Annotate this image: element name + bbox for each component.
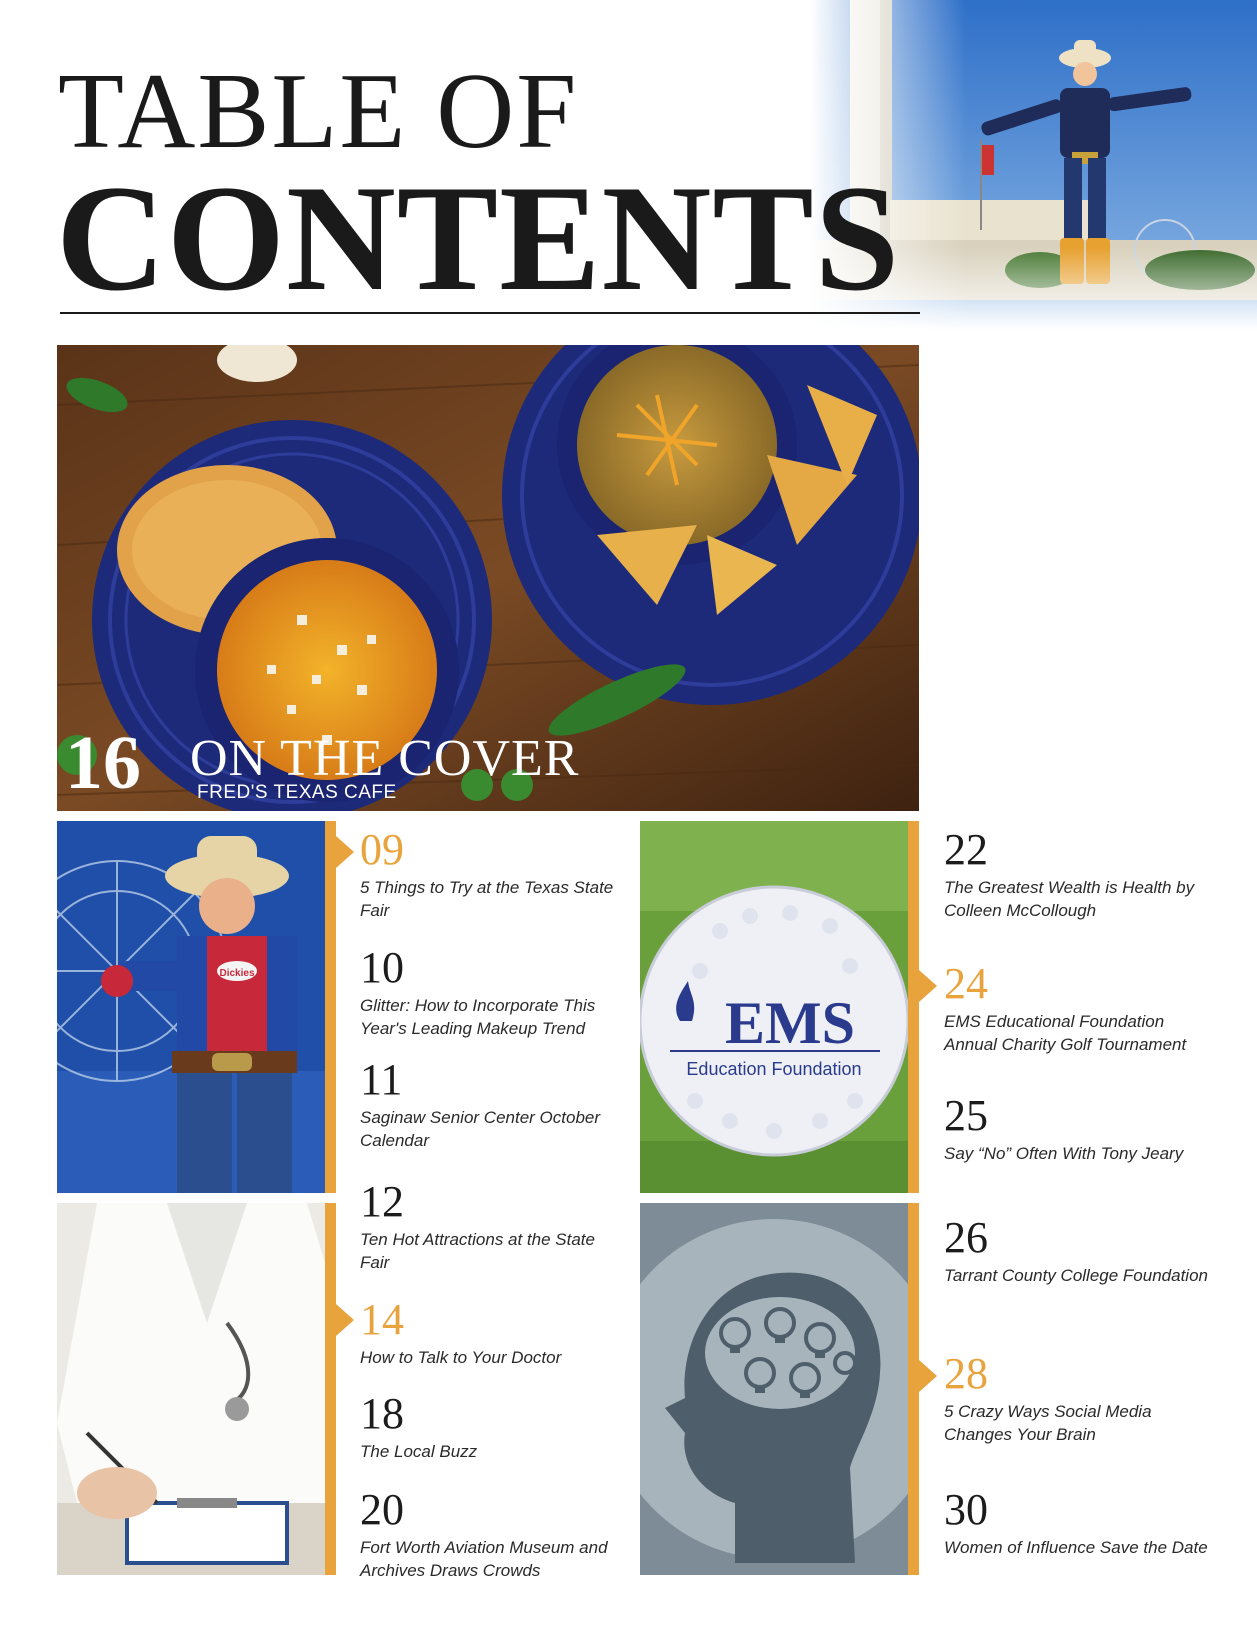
toc-page-number: 18 [360, 1389, 404, 1438]
toc-entry-title: Saginaw Senior Center October Calendar [360, 1108, 601, 1150]
toc-page-number: 11 [360, 1055, 403, 1104]
toc-entry-title: How to Talk to Your Doctor [360, 1348, 562, 1367]
toc-page-number: 10 [360, 943, 404, 992]
cover-photo[interactable] [57, 345, 919, 811]
cover-subtitle: FRED'S TEXAS CAFE [197, 782, 397, 803]
toc-page-number: 14 [360, 1295, 404, 1344]
toc-entry-title: Fort Worth Aviation Museum and Archives Draws Crowds [360, 1538, 608, 1580]
toc-entry-title: The Greatest Wealth is Health by Colleen McCollough [944, 878, 1195, 920]
right-highlight-arrow-24 [919, 970, 937, 1002]
right-accent-bar-bottom [908, 1203, 919, 1575]
toc-entry[interactable] [944, 959, 1209, 1056]
toc-entry[interactable] [944, 1213, 1209, 1287]
toc-entry[interactable] [360, 1389, 625, 1463]
left-accent-bar-top [325, 821, 336, 1193]
toc-page-number: 20 [360, 1485, 404, 1534]
toc-page-number: 30 [944, 1485, 988, 1534]
toc-entry[interactable] [360, 825, 625, 922]
toc-page-number: 12 [360, 1177, 404, 1226]
big-tex-photo[interactable] [57, 821, 325, 1193]
toc-entry-title: 5 Things to Try at the Texas State Fair [360, 878, 614, 920]
toc-entry-title: Say “No” Often With Tony Jeary [944, 1144, 1184, 1163]
toc-entry-title: The Local Buzz [360, 1442, 478, 1461]
toc-page-number: 22 [944, 825, 988, 874]
title-line-2: CONTENTS [56, 154, 901, 322]
toc-entry-title: Glitter: How to Incorporate This Year's Leading Makeup Trend [360, 996, 596, 1038]
left-highlight-arrow-14 [336, 1304, 354, 1336]
toc-entry-title: Ten Hot Attractions at the State Fair [360, 1230, 595, 1272]
toc-entry[interactable] [360, 1295, 625, 1369]
right-highlight-arrow-28 [919, 1360, 937, 1392]
toc-entry[interactable] [360, 1055, 625, 1152]
toc-entry[interactable] [944, 1349, 1209, 1446]
cover-label: ON THE COVER [190, 730, 580, 787]
toc-entry[interactable] [360, 1177, 625, 1274]
toc-entry-title: Tarrant County College Foundation [944, 1266, 1208, 1285]
brain-illustration[interactable] [640, 1203, 908, 1575]
toc-entry[interactable] [360, 1485, 625, 1582]
toc-entry-title: EMS Educational Foundation Annual Charity Golf Tournament [944, 1012, 1187, 1054]
dickies-badge-text: Dickies [219, 968, 255, 979]
toc-page-number: 25 [944, 1091, 988, 1140]
toc-page-number: 09 [360, 825, 404, 874]
toc-entry[interactable] [944, 1091, 1209, 1165]
toc-page-number: 28 [944, 1349, 988, 1398]
toc-entry[interactable] [944, 825, 1209, 922]
left-highlight-arrow-09 [336, 836, 354, 868]
left-accent-bar-bottom [325, 1203, 336, 1575]
toc-entry[interactable] [944, 1485, 1209, 1559]
ems-logo-text: EMS [724, 990, 856, 1056]
cover-page-number: 16 [65, 721, 141, 805]
toc-entry-title: Women of Influence Save the Date [944, 1538, 1208, 1557]
doctor-photo[interactable] [57, 1203, 325, 1575]
toc-entry-title: 5 Crazy Ways Social Media Changes Your Brain [944, 1402, 1152, 1444]
title-line-1: TABLE OF [58, 52, 579, 171]
ems-logo-tagline: Education Foundation [686, 1059, 862, 1079]
toc-entry[interactable] [360, 943, 625, 1040]
toc-page-number: 26 [944, 1213, 988, 1262]
right-accent-bar-top [908, 821, 919, 1193]
toc-page-number: 24 [944, 959, 988, 1008]
ems-golf-ball-photo[interactable] [640, 821, 908, 1193]
